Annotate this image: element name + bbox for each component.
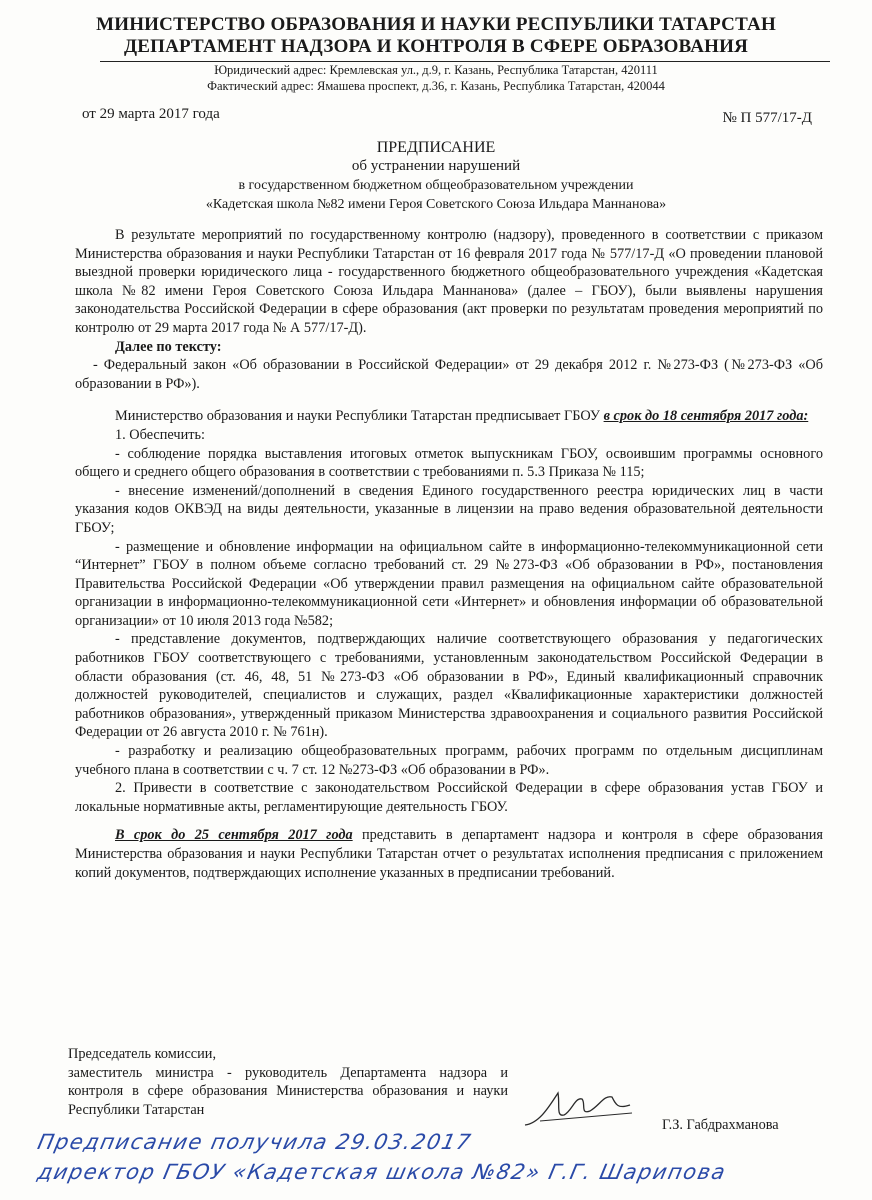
deadline-1: в срок до 18 сентября 2017 года: [603, 408, 809, 425]
document-date: от 29 марта 2017 года [82, 106, 220, 122]
report-paragraph [75, 826, 823, 882]
item-2: 2. Привести в соответствие с законодательством Российской Федерации в сфере образования устав ГБОУ и локальные нормативные акты, регламентирующие деятельность ГБОУ. [75, 780, 823, 815]
signatory-role-1: Председатель комиссии, [68, 1046, 217, 1062]
document-number: № П 577/17-Д [722, 110, 812, 126]
document-body [75, 226, 823, 882]
signature-block [68, 1045, 508, 1119]
header-divider [100, 61, 830, 62]
prescribes-text: Министерство образования и науки Республики Татарстан предписывает ГБОУ [115, 408, 604, 425]
signatory-role-2: заместитель министра - руководитель Департамента надзора и контроля в сфере образования Министерства образования и науки Республики Татарстан [68, 1064, 508, 1118]
item-1-a: - соблюдение порядка выставления итоговых отметок выпускникам ГБОУ, освоившим программы основного общего и среднего общего образования в соответствии с требованиями п. 5.3 Приказа № 115; [75, 445, 823, 481]
report-text: представить в департамент надзора и контроля в сфере образования Министерства образования и науки Республики Татарстан отчет о результатах исполнения предписания с приложением копий документов, подтверждающих исполнение указанных в предписании требований. [75, 827, 823, 881]
title-line-4: «Кадетская школа №82 имени Героя Советского Союза Ильдара Маннанова» [205, 197, 667, 212]
law-reference: - Федеральный закон «Об образовании в Российской Федерации» от 29 декабря 2012 г. №273-ФЗ (№273-ФЗ «Об образовании в РФ»). [75, 357, 823, 392]
item-1-e: - разработку и реализацию общеобразовательных программ, рабочих программ по отдельным дисциплинам учебного плана в соответствии с ч. 7 ст. 12 №273-ФЗ «Об образовании в РФ». [75, 743, 823, 778]
item-1-c: - размещение и обновление информации на официальном сайте в информационно-телекоммуникационной сети “Интернет” ГБОУ в полном объеме согласно требований ст. 29 №273-ФЗ «Об образовании в РФ», постановления Правительства Российской Федерации «Об утверждении правил размещения на официальном сайте образовательной организации в информационно-телекоммуникационной сети «Интернет» и обновления информации об образовательной организации» от 10 июля 2013 года №582; [75, 538, 823, 629]
item-1-d: - представление документов, подтверждающих наличие соответствующего образования у педагогических работников ГБОУ соответствующего с требованиями, установленным законодательством Российской Федерации в области образования (ст. 46, 48, 51 №273-ФЗ «Об образовании в РФ», Единый квалификационный справочник должностей руководителей, специалистов и служащих, раздел «Квалификационные характеристики должностей работников образования», утвержденный приказом Министерства здравоохранения и социального развития Российской Федерации от 26 августа 2010 г. № 761н). [75, 631, 823, 741]
signature-scribble-icon [520, 1085, 640, 1135]
title-heading: ПРЕДПИСАНИЕ [376, 139, 496, 156]
signatory-name: Г.З. Габдрахманова [662, 1117, 779, 1133]
item-1-b: - внесение изменений/дополнений в сведения Единого государственного реестра юридических лиц в части указания кодов ОКВЭД на виды деятельности, указанные в лицензии на право ведения образовательной деятельности ГБОУ; [75, 482, 823, 536]
document-title [0, 138, 872, 214]
prescription-paragraph [75, 407, 823, 426]
title-line-2: об устранении нарушений [351, 158, 521, 174]
item-1: 1. Обеспечить: [115, 426, 205, 443]
actual-address: Фактический адрес: Ямашева проспект, д.36, г. Казань, Республика Татарстан, 420044 [207, 79, 665, 93]
further-label: Далее по тексту: [115, 338, 222, 355]
handwritten-receipt-line-1: Предписание получила 29.03.2017 [35, 1130, 475, 1154]
deadline-2: В срок до 25 сентября 2017 года [115, 827, 353, 844]
legal-address: Юридический адрес: Кремлевская ул., д.9, г. Казань, Республика Татарстан, 420111 [214, 63, 658, 77]
handwritten-receipt-line-2: директор ГБОУ «Кадетская школа №82» Г.Г. Шарипова [35, 1160, 729, 1184]
title-line-3: в государственном бюджетном общеобразовательном учреждении [238, 178, 634, 193]
department-heading: ДЕПАРТАМЕНТ НАДЗОРА И КОНТРОЛЯ В СФЕРЕ ОБРАЗОВАНИЯ [123, 36, 749, 57]
intro-paragraph: В результате мероприятий по государственному контролю (надзору), проведенного в соответствии с приказом Министерства образования и науки Республики Татарстан от 16 февраля 2017 года № 577/17-Д «О проведении плановой выездной проверки юридического лица - государственного бюджетного общеобразовательного учреждения «Кадетская школа №82 имени Героя Советского Союза Ильдара Маннанова» (далее – ГБОУ), были выявлены нарушения законодательства Российской Федерации в сфере образования (акт проверки по результатам проведения мероприятий по контролю от 29 марта 2017 года № А 577/17-Д). [75, 227, 823, 336]
ministry-heading: МИНИСТЕРСТВО ОБРАЗОВАНИЯ И НАУКИ РЕСПУБЛИКИ ТАТАРСТАН [96, 14, 776, 35]
